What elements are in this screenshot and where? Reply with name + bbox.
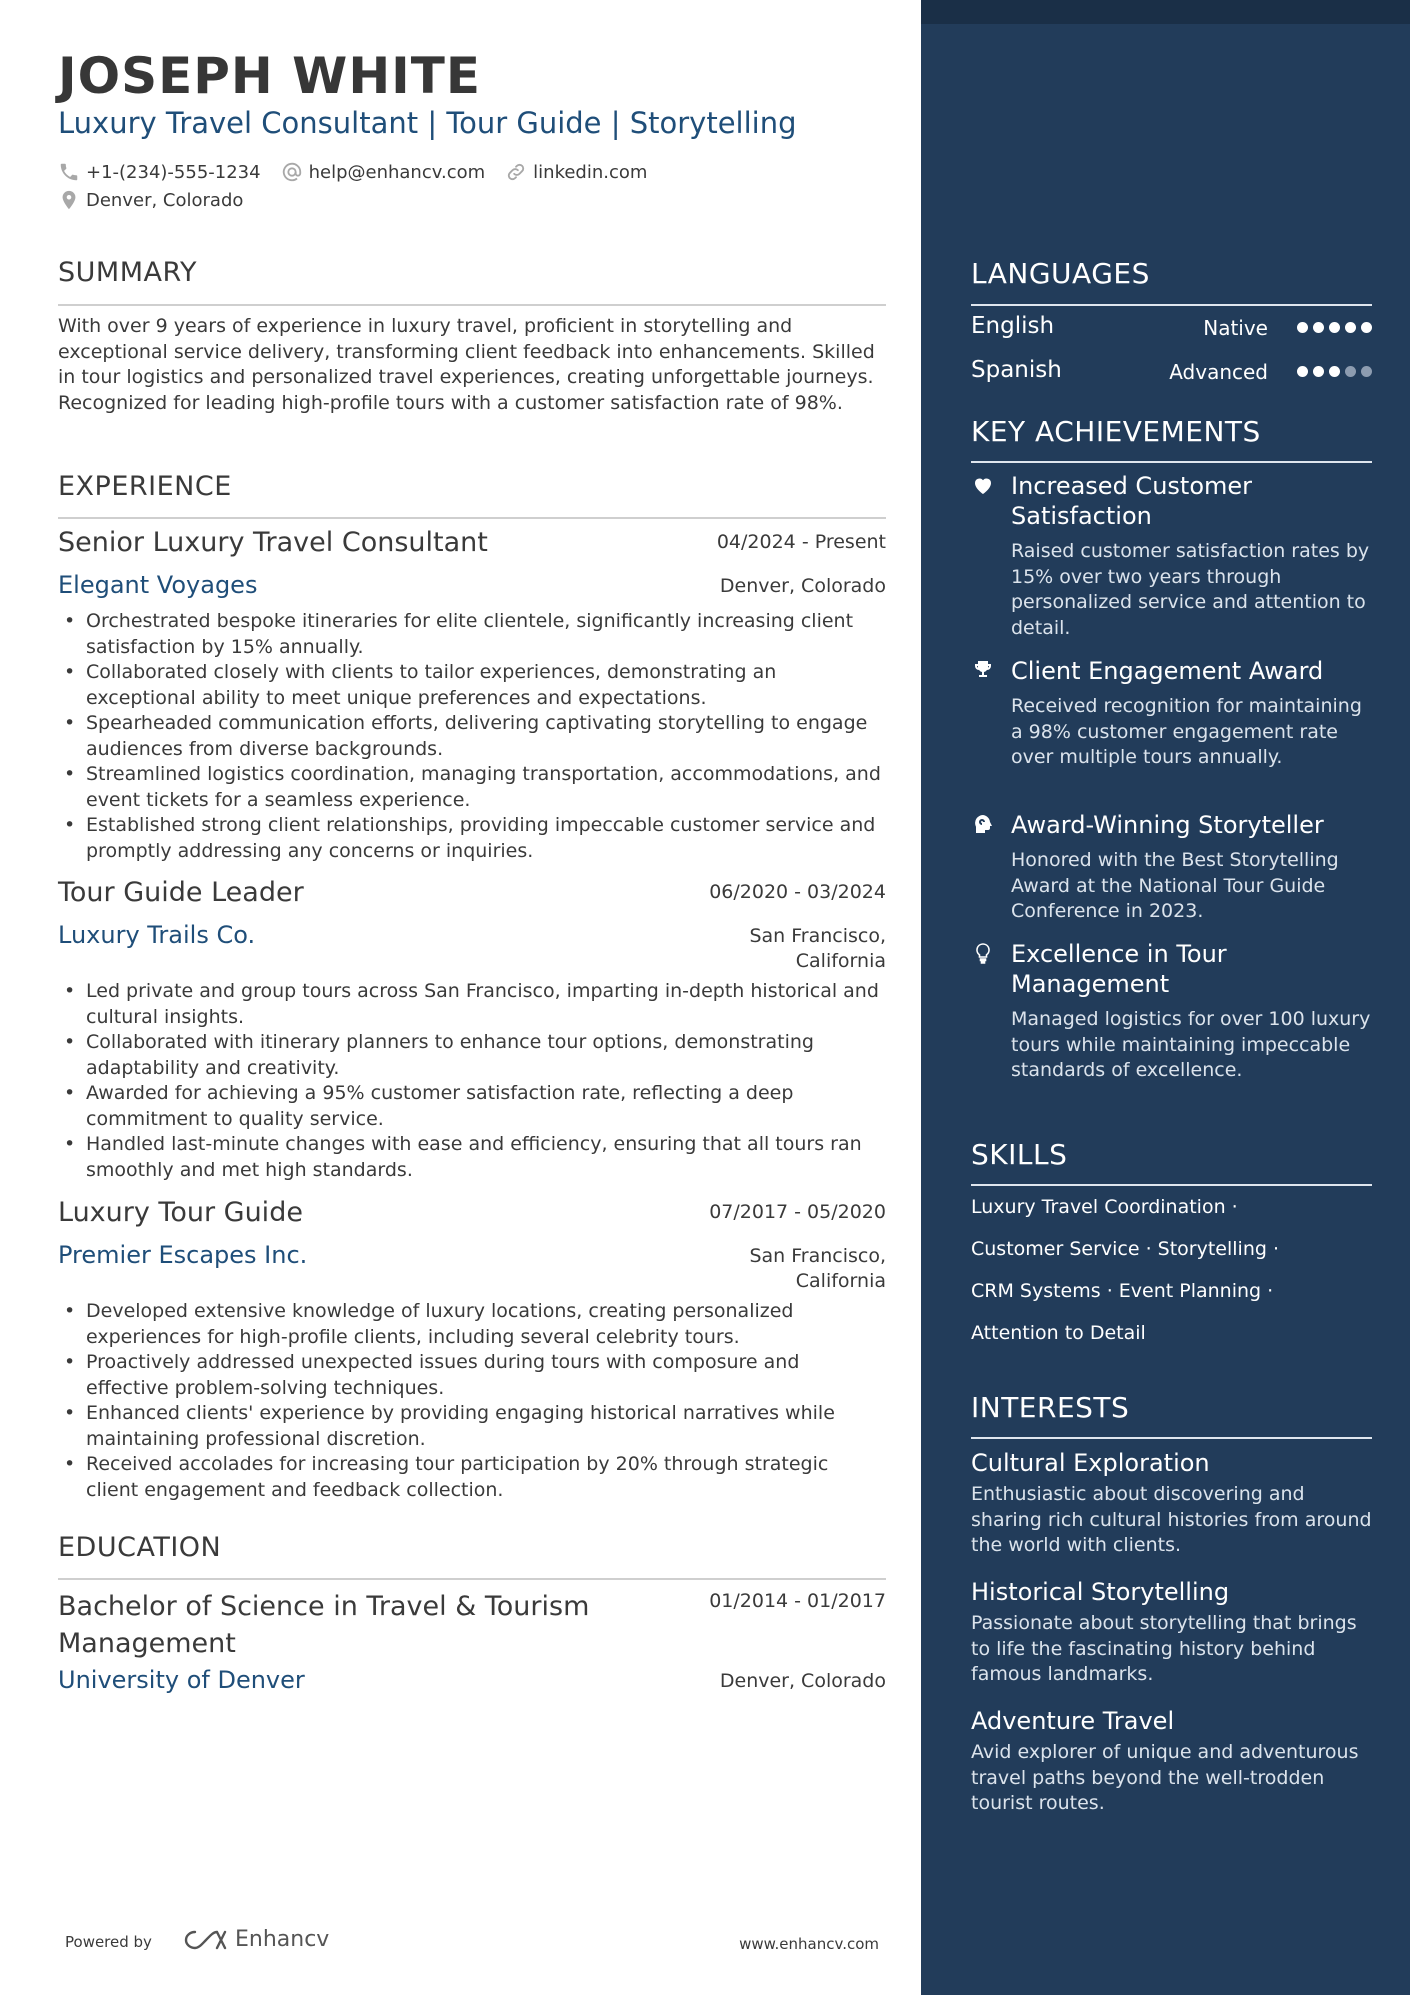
achievements-divider — [971, 461, 1372, 463]
location-text: Denver, Colorado — [86, 189, 244, 211]
job-bullet: • Led private and group tours across San Francisco, imparting in-depth historical and cultural insights. — [58, 979, 886, 1030]
job-location-line: San Francisco, — [749, 1245, 886, 1267]
summary-text: With over 9 years of experience in luxury travel, proficient in storytelling and exceptional service delivery, transforming client feedback into enhancements. Skilled in tour logistics and personalized travel experiences, creating unforgettable journeys. Recognized for leading high-profile tours with a customer satisfaction rate of 98%. — [58, 315, 875, 414]
job-bullet: • Awarded for achieving a 95% customer satisfaction rate, reflecting a deep commitment to quality service. — [58, 1081, 886, 1132]
achievements-title: KEY ACHIEVEMENTS — [971, 415, 1261, 448]
rating-dot-filled — [1313, 366, 1324, 377]
interest-desc: Enthusiastic about discovering and sharing rich cultural histories from around the world with clients. — [971, 1483, 1372, 1556]
language-rating — [1292, 366, 1372, 377]
language-level: Native — [1203, 316, 1268, 340]
achievement-title: Increased Customer Satisfaction — [1011, 472, 1253, 530]
interest-title: Historical Storytelling — [971, 1578, 1230, 1606]
contact-email[interactable] — [281, 161, 486, 183]
rating-dot-filled — [1361, 322, 1372, 333]
languages-divider — [971, 304, 1372, 306]
contact-linkedin[interactable] — [505, 161, 647, 183]
skill-row: Customer Service · Storytelling · — [971, 1238, 1280, 1260]
interest-title: Adventure Travel — [971, 1707, 1175, 1735]
job-bullets — [58, 609, 886, 864]
summary-divider — [58, 304, 886, 306]
job-bullet: • Established strong client relationships, providing impeccable customer service and promptly addressing any concerns or inquiries. — [58, 813, 886, 864]
achievement-desc: Managed logistics for over 100 luxury tours while maintaining impeccable standards of excellence. — [1011, 1008, 1371, 1081]
language-item — [971, 313, 1372, 343]
school-location: Denver, Colorado — [719, 1670, 886, 1692]
heart-icon — [971, 473, 995, 497]
achievement-title: Excellence in Tour Management — [1011, 940, 1227, 998]
job-bullets — [58, 1299, 886, 1503]
interests-title: INTERESTS — [971, 1391, 1130, 1424]
language-name: English — [971, 313, 1055, 339]
degree-title — [58, 1588, 589, 1662]
achievement-desc: Received recognition for maintaining a 98% customer engagement rate over multiple tours annually. — [1011, 695, 1362, 768]
interest-item — [971, 1448, 1372, 1559]
interest-desc: Avid explorer of unique and adventurous travel paths beyond the well-trodden tourist routes. — [971, 1741, 1359, 1814]
job-company: Elegant Voyages — [58, 571, 258, 599]
job-location: Denver, Colorado — [719, 575, 886, 597]
achievement-title: Client Engagement Award — [1011, 657, 1324, 685]
interest-title: Cultural Exploration — [971, 1449, 1210, 1477]
rating-dot-filled — [1297, 322, 1308, 333]
at-icon — [281, 161, 303, 183]
job-bullet: • Streamlined logistics coordination, managing transportation, accommodations, and event tickets for a seamless experience. — [58, 762, 886, 813]
education-date: 01/2014 - 01/2017 — [709, 1590, 886, 1612]
rating-dot-empty — [1345, 366, 1356, 377]
contact-phone — [58, 161, 261, 183]
rating-dot-empty — [1361, 366, 1372, 377]
job-title: Luxury Tour Guide — [58, 1197, 303, 1228]
rating-dot-filled — [1329, 366, 1340, 377]
contact-info — [58, 158, 886, 214]
job-company: Premier Escapes Inc. — [58, 1241, 308, 1269]
job-bullet: • Collaborated closely with clients to tailor experiences, demonstrating an exceptional ability to meet unique preferences and expectations. — [58, 660, 886, 711]
interest-desc: Passionate about storytelling that brings to life the fascinating history behind famous landmarks. — [971, 1612, 1357, 1685]
job-bullet: • Proactively addressed unexpected issues during tours with composure and effective problem-solving techniques. — [58, 1350, 886, 1401]
job-title: Senior Luxury Travel Consultant — [58, 527, 488, 558]
experience-title: EXPERIENCE — [58, 471, 232, 502]
languages-title: LANGUAGES — [971, 257, 1150, 290]
education-divider — [58, 1578, 886, 1580]
rating-dot-filled — [1329, 322, 1340, 333]
contact-row-2 — [58, 186, 886, 214]
rating-dot-filled — [1313, 322, 1324, 333]
interest-item — [971, 1577, 1372, 1688]
degree-line: Bachelor of Science in Travel & Tourism — [58, 1591, 590, 1622]
enhancv-logo[interactable] — [183, 1927, 329, 1952]
achievement-title: Award-Winning Storyteller — [1011, 811, 1324, 839]
skill-row: Luxury Travel Coordination · — [971, 1196, 1238, 1218]
enhancv-logo-icon — [183, 1928, 229, 1952]
experience-divider — [58, 517, 886, 519]
school-name: University of Denver — [58, 1666, 305, 1694]
language-rating — [1292, 322, 1372, 333]
job-location — [749, 924, 886, 974]
job-bullet: • Spearheaded communication efforts, delivering captivating storytelling to engage audiences from diverse backgrounds. — [58, 711, 886, 762]
interest-item — [971, 1706, 1372, 1817]
job-bullet: • Received accolades for increasing tour participation by 20% through strategic client engagement and feedback collection. — [58, 1452, 886, 1503]
footer-website[interactable]: www.enhancv.com — [739, 1935, 879, 1953]
job-bullet: • Collaborated with itinerary planners to enhance tour options, demonstrating adaptability and creativity. — [58, 1030, 886, 1081]
candidate-headline: Luxury Travel Consultant | Tour Guide | Storytelling — [58, 106, 797, 140]
job-date: 04/2024 - Present — [716, 531, 886, 553]
contact-location — [58, 189, 243, 211]
footer — [65, 1927, 879, 1960]
linkedin-text[interactable]: linkedin.com — [533, 161, 648, 183]
brain-icon — [971, 812, 995, 836]
contact-row-1 — [58, 158, 886, 186]
location-pin-icon — [58, 189, 80, 211]
job-location-line: California — [795, 1270, 886, 1292]
trophy-icon — [971, 658, 995, 682]
phone-icon — [58, 161, 80, 183]
education-title: EDUCATION — [58, 1532, 222, 1563]
job-location-line: California — [795, 950, 886, 972]
job-company: Luxury Trails Co. — [58, 921, 256, 949]
job-location-line: San Francisco, — [749, 925, 886, 947]
job-bullet: • Enhanced clients' experience by providing engaging historical narratives while maintaining professional discretion. — [58, 1401, 886, 1452]
achievement-desc: Honored with the Best Storytelling Award at the National Tour Guide Conference in 2023. — [1011, 849, 1339, 922]
candidate-name: JOSEPH WHITE — [58, 47, 482, 105]
job-date: 06/2020 - 03/2024 — [709, 881, 886, 903]
job-bullets — [58, 979, 886, 1183]
interests-divider — [971, 1437, 1372, 1439]
enhancv-logo-text: Enhancv — [235, 1927, 330, 1952]
sidebar — [921, 0, 1410, 1995]
achievement-desc: Raised customer satisfaction rates by 15% over two years through personalized service and attention to detail. — [1011, 540, 1370, 639]
email-text[interactable]: help@enhancv.com — [308, 161, 486, 183]
skill-row: CRM Systems · Event Planning · — [971, 1280, 1274, 1302]
language-name: Spanish — [971, 357, 1062, 383]
job-bullet: • Orchestrated bespoke itineraries for elite clientele, significantly increasing client satisfaction by 15% annually. — [58, 609, 886, 660]
job-title: Tour Guide Leader — [58, 877, 304, 908]
link-icon — [505, 161, 527, 183]
job-location — [749, 1244, 886, 1294]
language-item — [971, 357, 1372, 387]
summary-title: SUMMARY — [58, 257, 197, 288]
skills-divider — [971, 1184, 1372, 1186]
job-date: 07/2017 - 05/2020 — [709, 1201, 886, 1223]
job-bullet: • Handled last-minute changes with ease and efficiency, ensuring that all tours ran smoothly and met high standards. — [58, 1132, 886, 1183]
language-level: Advanced — [1169, 360, 1268, 384]
skills-list — [971, 1196, 1372, 1364]
rating-dot-filled — [1345, 322, 1356, 333]
sidebar-top-bar — [921, 0, 1410, 24]
degree-line: Management — [58, 1628, 236, 1659]
job-bullet: • Developed extensive knowledge of luxury locations, creating personalized experiences for high-profile clients, including several celebrity tours. — [58, 1299, 886, 1350]
lightbulb-icon — [971, 941, 995, 965]
powered-by-label: Powered by — [65, 1933, 152, 1951]
skills-title: SKILLS — [971, 1138, 1068, 1171]
rating-dot-filled — [1297, 366, 1308, 377]
phone-text: +1-(234)-555-1234 — [86, 161, 261, 183]
skill-row: Attention to Detail — [971, 1322, 1146, 1344]
